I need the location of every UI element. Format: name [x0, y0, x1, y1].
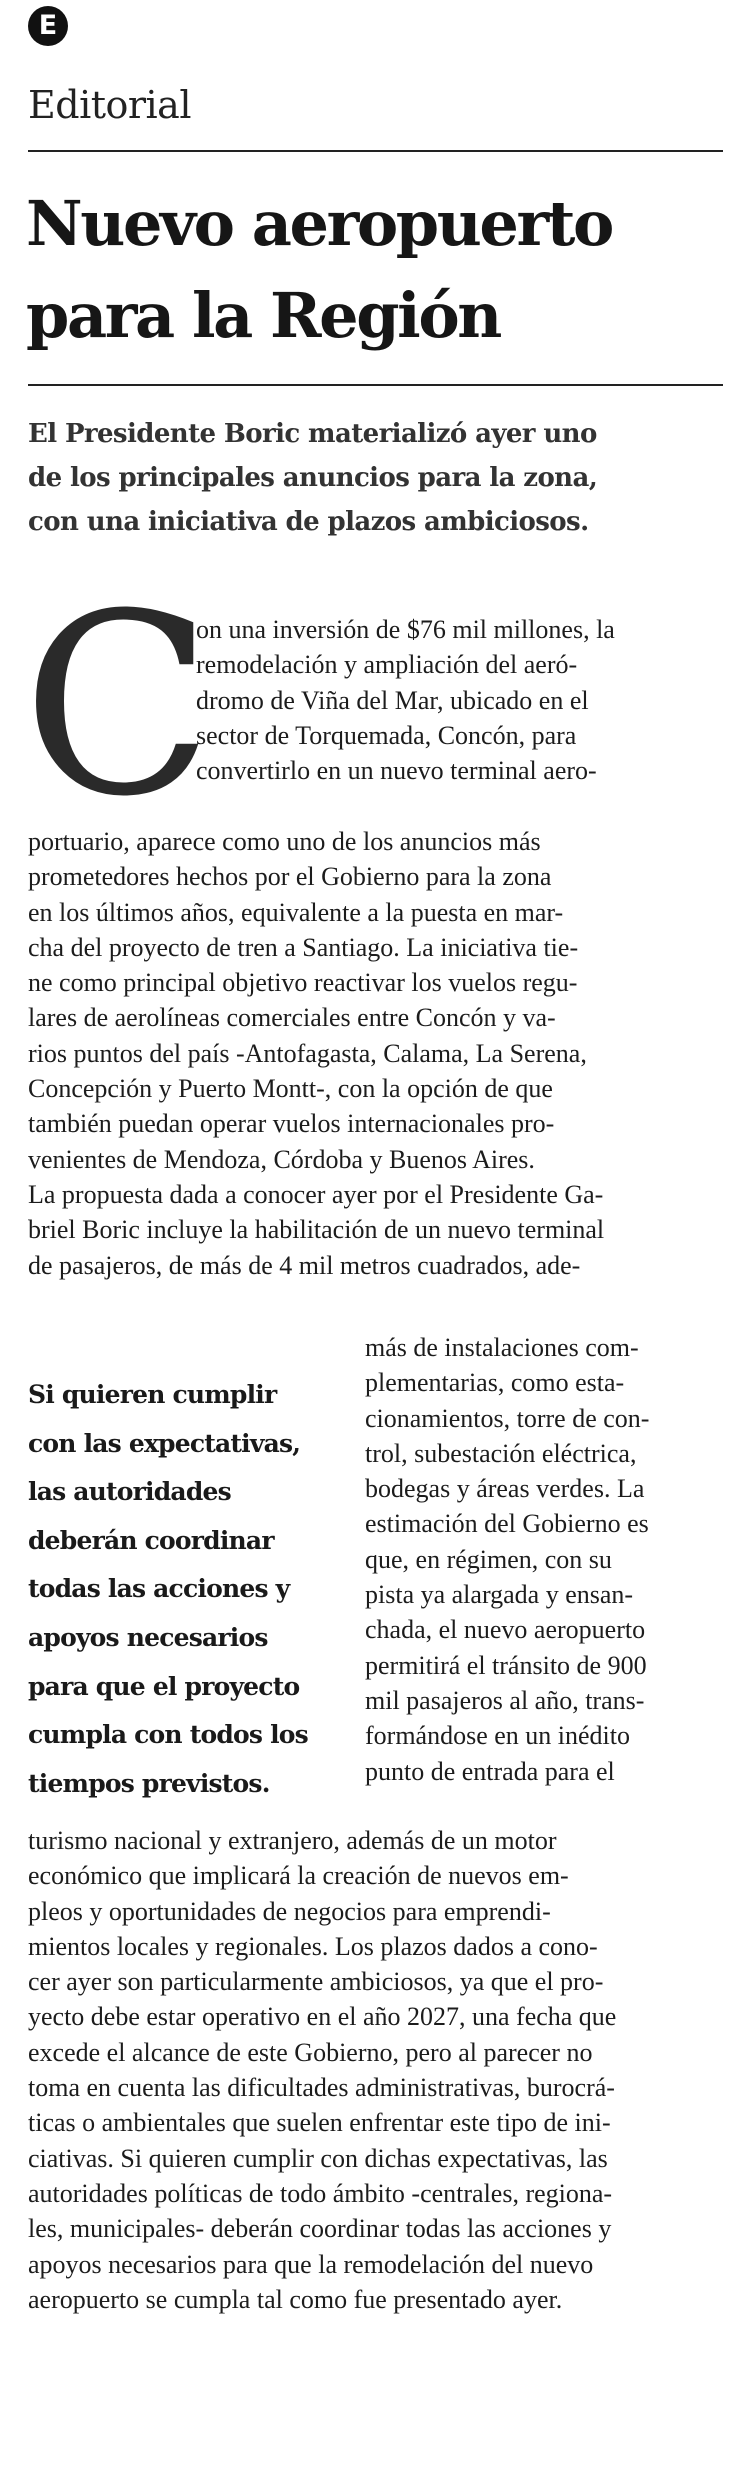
body-line: más de instalaciones com- [365, 1333, 639, 1362]
body-line: remodelación y ampliación del aeró- [196, 650, 578, 680]
pullquote-line: deberán coordinar [28, 1525, 274, 1555]
article-body-lower [28, 1823, 616, 2317]
body-line: yecto debe estar operativo en el año 2027, una fecha que [28, 2002, 617, 2032]
headline-line: para la Región [26, 279, 500, 352]
article-intro [196, 612, 615, 788]
body-line: cer ayer son particularmente ambiciosos, ya que el pro- [28, 1967, 604, 1997]
section-label: Editorial [28, 83, 191, 127]
pullquote-line: tiempos previstos. [28, 1768, 270, 1798]
body-line: portuario, aparece como uno de los anuncios más [28, 827, 541, 856]
body-line: on una inversión de $76 mil millones, la [196, 615, 615, 644]
body-line: ciativas. Si quieren cumplir con dichas expectativas, las [28, 2143, 608, 2173]
body-line: La propuesta dada a conocer ayer por el Presidente Ga- [28, 1179, 604, 1209]
body-line: briel Boric incluye la habilitación de un nuevo terminal [28, 1215, 605, 1245]
body-line: ne como principal objetivo reactivar los vuelos regu- [28, 968, 578, 998]
body-line: apoyos necesarios para que la remodelación del nuevo [28, 2249, 594, 2279]
body-line: convertirlo en un nuevo terminal aero- [196, 756, 597, 786]
body-line: chada, el nuevo aeropuerto [365, 1615, 646, 1645]
pullquote-line: apoyos necesarios [28, 1622, 268, 1652]
body-line: ticas o ambientales que suelen enfrentar este tipo de ini- [28, 2108, 611, 2138]
body-line: bodegas y áreas verdes. La [365, 1474, 645, 1504]
body-line: estimación del Gobierno es [365, 1509, 649, 1539]
body-line: permitirá el tránsito de 900 [365, 1650, 647, 1680]
body-line: autoridades políticas de todo ámbito -centrales, regiona- [28, 2178, 613, 2208]
body-line: toma en cuenta las dificultades administrativas, burocrá- [28, 2073, 615, 2103]
body-line: mientos locales y regionales. Los plazos dados a cono- [28, 1931, 598, 1961]
body-line: cionamientos, torre de con- [365, 1403, 650, 1433]
article-body-column [365, 1330, 649, 1789]
body-line: de pasajeros, de más de 4 mil metros cuadrados, ade- [28, 1250, 581, 1280]
subhead-line: con una iniciativa de plazos ambiciosos. [28, 507, 589, 537]
drop-cap: C [22, 560, 214, 851]
body-line: que, en régimen, con su [365, 1544, 612, 1574]
headline-line: Nuevo aeropuerto [26, 187, 612, 260]
body-line: venientes de Mendoza, Córdoba y Buenos Aires. [28, 1144, 535, 1174]
body-line: pista ya alargada y ensan- [365, 1580, 634, 1610]
subhead-line: El Presidente Boric materializó ayer uno [28, 419, 597, 449]
headline-divider [28, 384, 723, 386]
body-line: mil pasajeros al año, trans- [365, 1685, 645, 1715]
section-divider [28, 150, 723, 152]
pullquote-line: cumpla con todos los [28, 1720, 308, 1750]
body-line: rios puntos del país -Antofagasta, Calama, La Serena, [28, 1038, 587, 1068]
pullquote-line: con las expectativas, [28, 1428, 301, 1458]
body-line: trol, subestación eléctrica, [365, 1438, 637, 1468]
headline [26, 178, 726, 362]
logo-letter: E [38, 10, 58, 41]
body-line: sector de Torquemada, Concón, para [196, 720, 577, 750]
body-line: económico que implicará la creación de nuevos em- [28, 1861, 569, 1891]
subheadline [28, 412, 728, 544]
body-line: turismo nacional y extranjero, además de un motor [28, 1826, 557, 1855]
subhead-line: de los principales anuncios para la zona, [28, 463, 598, 493]
publication-logo [28, 6, 68, 46]
pullquote-line: todas las acciones y [28, 1574, 290, 1604]
body-line: punto de entrada para el [365, 1756, 615, 1786]
pullquote-line: para que el proyecto [28, 1671, 300, 1701]
body-line: lares de aerolíneas comerciales entre Concón y va- [28, 1003, 556, 1033]
article-body-upper [28, 824, 604, 1283]
body-line: les, municipales- deberán coordinar todas las acciones y [28, 2214, 612, 2244]
body-line: pleos y oportunidades de negocios para emprendi- [28, 1896, 551, 1926]
body-line: aeropuerto se cumpla tal como fue presentado ayer. [28, 2284, 563, 2314]
body-line: en los últimos años, equivalente a la puesta en mar- [28, 897, 564, 927]
body-line: cha del proyecto de tren a Santiago. La iniciativa tie- [28, 932, 579, 962]
pullquote-line: Si quieren cumplir [28, 1380, 277, 1409]
pullquote-line: las autoridades [28, 1477, 231, 1507]
body-line: formándose en un inédito [365, 1721, 630, 1751]
body-line: también puedan operar vuelos internacionales pro- [28, 1109, 555, 1139]
pull-quote [28, 1371, 358, 1808]
body-line: excede el alcance de este Gobierno, pero al parecer no [28, 2037, 593, 2067]
body-line: Concepción y Puerto Montt-, con la opción de que [28, 1074, 553, 1104]
body-line: plementarias, como esta- [365, 1368, 625, 1398]
body-line: prometedores hechos por el Gobierno para la zona [28, 862, 552, 892]
body-line: dromo de Viña del Mar, ubicado en el [196, 685, 589, 715]
